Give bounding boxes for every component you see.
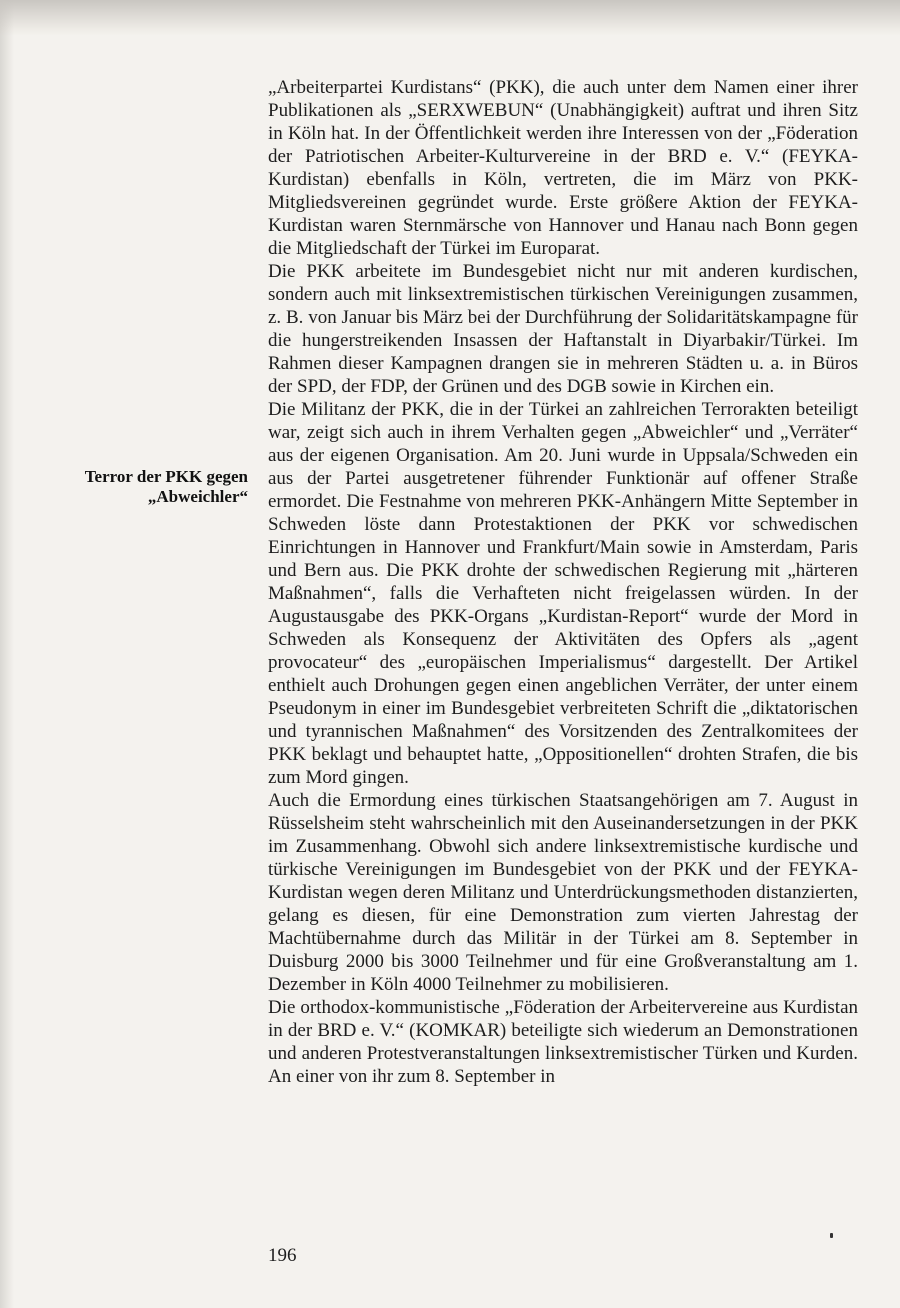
marginal-note bbox=[56, 467, 248, 507]
paragraph-ruesselsheim: Auch die Ermordung eines türkischen Staatsangehörigen am 7. August in Rüsselsheim steht wahrscheinlich mit den Auseinandersetzungen in der PKK im Zusammenhang. Obwohl sich andere linksextremistische kurdische und türkische Vereinigungen im Bundesgebiet von der PKK und der FEYKA-Kurdistan wegen deren Militanz und Unterdrückungsmethoden distanzierten, gelang es diesen, für eine Demonstration zum vierten Jahrestag der Machtübernahme durch das Militär in der Türkei am 8. September in Duisburg 2000 bis 3000 Teilnehmer und für eine Großveranstaltung am 1. Dezember in Köln 4000 Teilnehmer zu mobilisieren. bbox=[268, 790, 858, 995]
paragraph-pkk-intro: „Arbeiterpartei Kurdistans“ (PKK), die auch unter dem Namen einer ihrer Publikationen als „SERXWEBUN“ (Unabhängigkeit) auftrat und ihren Sitz in Köln hat. In der Öffentlichkeit werden ihre Interessen von der „Föderation der Patriotischen Arbeiter-Kulturvereine in der BRD e. V.“ (FEYKA-Kurdistan) ebenfalls in Köln, vertreten, die im März von PKK-Mitgliedsvereinen gegründet wurde. Erste größere Aktion der FEYKA-Kurdistan waren Sternmärsche von Hannover und Hanau nach Bonn gegen die Mitgliedschaft der Türkei im Europarat. bbox=[268, 77, 858, 259]
scan-edge-left bbox=[0, 0, 14, 1308]
marginal-note-line-2: „Abweichler“ bbox=[147, 487, 248, 506]
page-number: 196 bbox=[268, 1245, 297, 1266]
paragraph-komkar: Die orthodox-kommunistische „Föderation der Arbeitervereine aus Kurdistan in der BRD e. V.“ (KOMKAR) beteiligte sich wiederum an Demonstrationen und anderen Protestveranstaltungen linksextremistischer Türken und Kurden. An einer von ihr zum 8. September in bbox=[268, 997, 858, 1087]
scan-edge-top bbox=[0, 0, 900, 36]
paragraph-cooperation: Die PKK arbeitete im Bundesgebiet nicht nur mit anderen kurdischen, sondern auch mit linksextremistischen türkischen Vereinigungen zusammen, z. B. von Januar bis März bei der Durchführung der Solidaritätskampagne für die hungerstreikenden Insassen der Haftanstalt in Diyarbakir/Türkei. Im Rahmen dieser Kampagnen drangen sie in mehreren Städten u. a. in Büros der SPD, der FDP, der Grünen und des DGB sowie in Kirchen ein. bbox=[268, 261, 858, 397]
body-text bbox=[268, 76, 858, 1088]
scan-speck bbox=[830, 1233, 833, 1238]
paragraph-militancy: Die Militanz der PKK, die in der Türkei an zahlreichen Terrorakten beteiligt war, zeigt sich auch in ihrem Verhalten gegen „Abweichler“ und „Verräter“ aus der eigenen Organisation. Am 20. Juni wurde in Uppsala/Schweden ein aus der Partei ausgetretener führender Funktionär auf offener Straße ermordet. Die Festnahme von mehreren PKK-Anhängern Mitte September in Schweden löste dann Protestaktionen der PKK vor schwedischen Einrichtungen in Hannover und Frankfurt/Main sowie in Amsterdam, Paris und Bern aus. Die PKK drohte der schwedischen Regierung mit „härteren Maßnahmen“, falls die Verhafteten nicht freigelassen würden. In der Augustausgabe des PKK-Organs „Kurdistan-Report“ wurde der Mord in Schweden als Konsequenz der Aktivitäten des Opfers als „agent provocateur“ des „europäischen Imperialismus“ dargestellt. Der Artikel enthielt auch Drohungen gegen einen angeblichen Verräter, der unter einem Pseudonym in einer im Bundesgebiet verbreiteten Schrift die „diktatorischen und tyrannischen Maßnahmen“ des Vorsitzenden des Zentralkomitees der PKK beklagt und behauptet hatte, „Oppositionellen“ drohten Strafen, die bis zum Mord gingen. bbox=[268, 399, 858, 788]
marginal-note-line-1: Terror der PKK gegen bbox=[84, 467, 248, 486]
